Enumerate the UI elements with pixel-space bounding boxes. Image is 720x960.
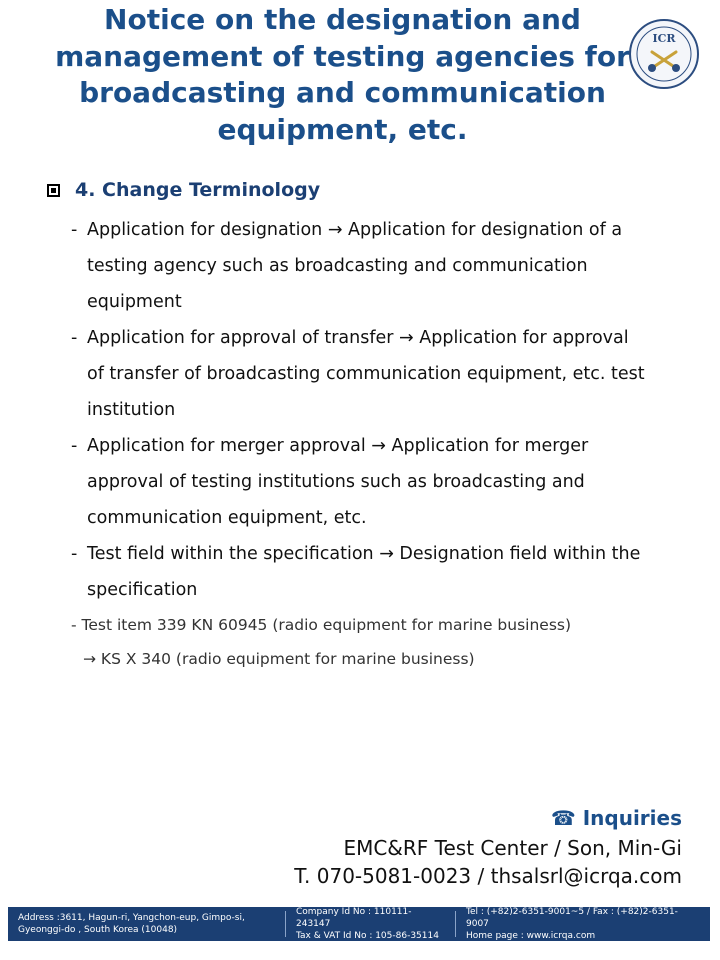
item-line: of transfer of broadcasting communication equipment, etc. test xyxy=(87,364,645,384)
item-line: Application for approval of transfer → Application for approval xyxy=(87,328,629,348)
page-title xyxy=(30,2,655,148)
test-item-line: - Test item 339 KN 60945 (radio equipment for marine business) xyxy=(71,616,572,634)
item-line: Application for designation → Application for designation of a xyxy=(87,220,623,240)
footer-bar xyxy=(8,907,710,941)
title-line-4: equipment, etc. xyxy=(217,112,468,146)
dash-marker: - xyxy=(71,544,78,564)
footer-company-ids xyxy=(286,907,456,941)
icr-logo xyxy=(628,18,700,90)
list-item xyxy=(71,536,691,608)
title-line-1: Notice on the designation and xyxy=(104,3,581,36)
footer-tel: Tel : (+82)2-6351-9001~5 / Fax : (+82)2-6351-9007 xyxy=(466,907,678,929)
item-line: Application for merger approval → Application for merger xyxy=(87,436,589,456)
footer-homepage[interactable]: Home page : www.icrqa.com xyxy=(466,931,596,941)
footer-company-id: Company Id No : 110111-243147 xyxy=(296,907,412,929)
dash-marker: - xyxy=(71,328,78,348)
section-heading xyxy=(47,179,320,201)
inquiries-block xyxy=(294,802,682,890)
inquiries-center: EMC&RF Test Center / Son, Min-Gi xyxy=(343,836,682,860)
list-item xyxy=(71,212,691,320)
title-line-2: management of testing agencies for xyxy=(55,39,630,73)
item-line: institution xyxy=(87,400,176,420)
section-title: 4. Change Terminology xyxy=(75,179,321,201)
inquiries-title: Inquiries xyxy=(582,806,682,830)
footer-contact xyxy=(456,907,710,941)
list-item xyxy=(71,428,691,536)
test-item-replacement: → KS X 340 (radio equipment for marine business) xyxy=(83,650,475,668)
dash-marker: - xyxy=(71,220,78,240)
item-line: equipment xyxy=(87,292,182,312)
footer-address-line: Gyeonggi-do , South Korea (10048) xyxy=(18,925,178,935)
list-item xyxy=(71,320,691,428)
square-bullet-icon xyxy=(47,184,60,197)
item-line: communication equipment, etc. xyxy=(87,508,367,528)
item-line: specification xyxy=(87,580,198,600)
footer-tax-id: Tax & VAT Id No : 105-86-35114 xyxy=(296,931,439,941)
item-line: testing agency such as broadcasting and communication xyxy=(87,256,588,276)
phone-icon: ☎ xyxy=(550,806,576,830)
logo-text: ICR xyxy=(652,32,676,45)
dash-marker: - xyxy=(71,436,78,456)
item-line: Test field within the specification → Designation field within the xyxy=(87,544,641,564)
item-line: approval of testing institutions such as broadcasting and xyxy=(87,472,585,492)
inquiries-heading xyxy=(294,802,682,834)
title-line-3: broadcasting and communication xyxy=(79,76,606,109)
inquiries-contact: T. 070-5081-0023 / thsalsrl@icrqa.com xyxy=(294,864,682,888)
terminology-list xyxy=(71,212,691,676)
footer-address xyxy=(8,911,286,937)
footer-address-line: Address :3611, Hagun-ri, Yangchon-eup, Gimpo-si, xyxy=(18,913,245,923)
